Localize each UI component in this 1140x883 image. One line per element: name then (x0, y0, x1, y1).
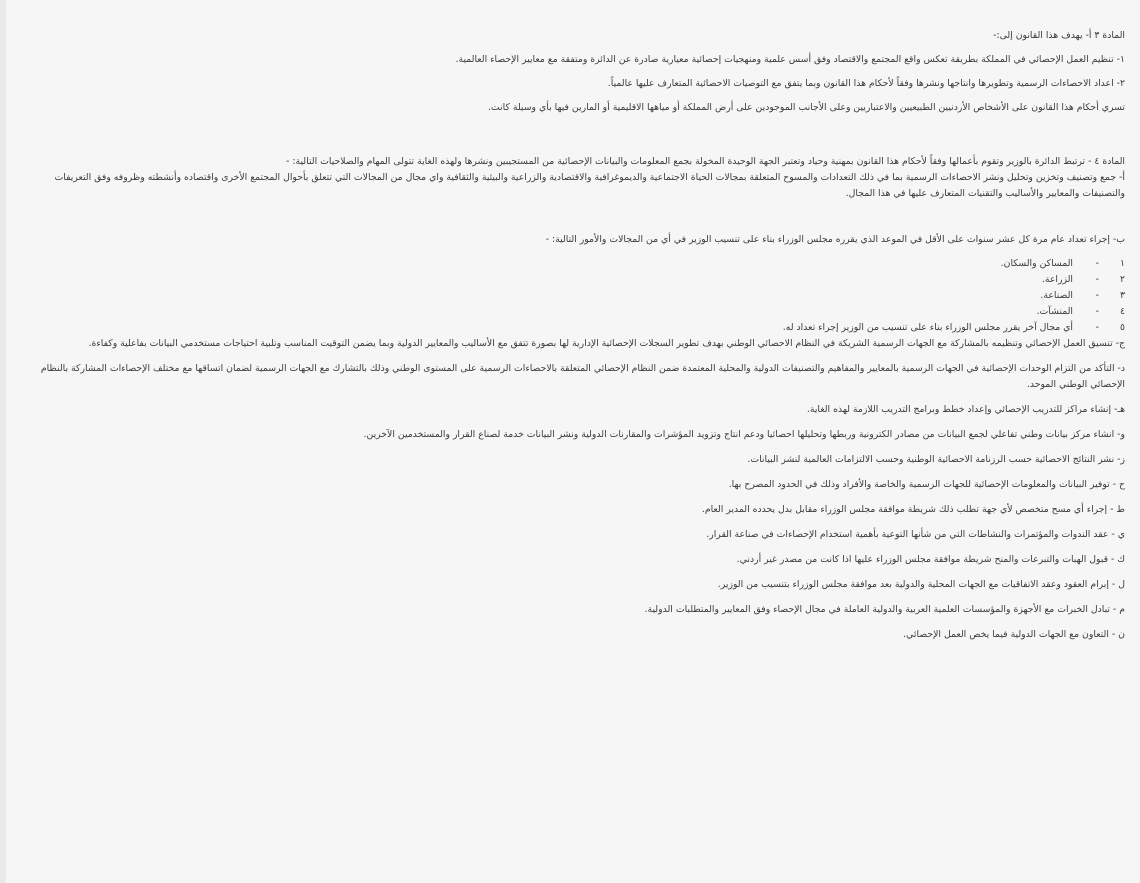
article-4-clause-j: ج- تنسيق العمل الإحصائي وتنظيمه بالمشاركة مع الجهات الرسمية الشريكة في النظام الاحصائي الوطني بهدف تطوير السجلات الإحصائية الإدارية لها بصورة تتفق مع الأساليب والمعايير الدولية وبما يضمن التوقيت المناسب وتلبية احتياجات مستخدمي البيانات بفاعلية وكفاءة. (88, 338, 1125, 349)
article-4-clause-a: أ- جمع وتصنيف وتخزين وتحليل ونشر الاحصاءات الرسمية بما في ذلك التعدادات والمسوح المتعلقة بمجالات الحياة الاجتماعية والديموغرافية والاقتصادية والزراعية والبيئية والثقافية واي مجال من المجالات التي تتعلق بأحوال المجتمع الأخرى واقتصاده وأنشطته وظروفه وفق التعريفات والتصنيفات والمعايير والأساليب والتقنيات المتعارف عليها في هذا المجال. (54, 172, 1125, 199)
census-item: ٥ - أي مجال آخر يقرر مجلس الوزراء بناء على تنسيب من الوزير إجراء تعداد له. (782, 322, 1125, 333)
article-4-clause-ta: ط - إجراء أي مسح متخصص لأي جهة تطلب ذلك شريطة موافقة مجلس الوزراء مقابل بدل يحدده المدير العام. (701, 504, 1125, 515)
census-item: ٢ - الزراعة. (1041, 274, 1125, 285)
article-3-item-2: ٢- اعداد الاحصاءات الرسمية وتطويرها وانتاجها ونشرها وفقاً لأحكام هذا القانون وبما يتفق مع التوصيات الاحصائية المتعارف عليها عالمياً. (607, 78, 1125, 89)
article-4-clause-la: ل - إبرام العقود وعقد الاتفاقيات مع الجهات المحلية والدولية بعد موافقة مجلس الوزراء بتنسيب من الوزير. (717, 579, 1125, 590)
article-4-clause-z: ز- نشر النتائج الاحصائية حسب الرزنامة الاحصائية الوطنية وحسب الالتزامات العالمية لنشر البيانات. (747, 454, 1125, 465)
census-item: ١ - المساكن والسكان. (1000, 258, 1125, 269)
article-4-clause-w: و- انشاء مركز بيانات وطني تفاعلي لجمع البيانات من مصادر الكترونية وربطها وتحليلها احصائيا ودعم انتاج وتزويد المؤشرات والمقارنات الدولية ونشر البيانات خدمة لصناع القرار والمستخدمين الآخرين. (363, 429, 1125, 440)
article-4-clause-h: هـ- إنشاء مراكز للتدريب الإحصائي وإعداد خطط وبرامج التدريب اللازمة لهذه الغاية. (806, 404, 1125, 415)
article-4-clause-ha: ح - توفير البيانات والمعلومات الإحصائية للجهات الرسمية والخاصة والأفراد وذلك في الحدود المصرح بها. (728, 479, 1125, 490)
census-item: ٤ - المنشآت. (1036, 306, 1125, 317)
article-3-item-1: ١- تنظيم العمل الإحصائي في المملكة بطريقة تعكس واقع المجتمع والاقتصاد وفق أسس علمية ومنهجيات إحصائية معيارية صادرة عن الدائرة ومتفقة مع معايير الإحصاء العالمية. (455, 54, 1125, 65)
article-4-clause-ya: ي - عقد الندوات والمؤتمرات والنشاطات التي من شأنها التوعية بأهمية استخدام الإحصاءات في صناعة القرار. (706, 529, 1125, 540)
census-item: ٣ - الصناعة. (1040, 290, 1125, 301)
article-4-clause-na: ن - التعاون مع الجهات الدولية فيما يخص العمل الإحصائي. (903, 629, 1125, 640)
article-4-clause-ma: م - تبادل الخبرات مع الأجهزة والمؤسسات العلمية العربية والدولية العاملة في مجال الإحصاء وفق المعايير والمتطلبات الدولية. (644, 604, 1125, 615)
article-3-scope: تسري أحكام هذا القانون على الأشخاص الأردنيين الطبيعيين والاعتباريين وعلى الأجانب الموجودين على أرض المملكة أو مياهها الاقليمية أو المارين فيها بأي وسيلة كانت. (487, 102, 1125, 113)
article-4-clause-d: د- التأكد من التزام الوحدات الإحصائية في الجهات الرسمية بالمعايير والمفاهيم والتصنيفات الدولية والمحلية المعتمدة ضمن النظام الإحصائي المتعلقة بالاحصاءات الرسمية على المستوى الوطني وذلك بالتشارك مع الجهات الرسمية لضمان اتساقها مع مختلف الإحصاءات المشاركة بالنظام الإحصائي الوطني الموحد. (40, 363, 1125, 390)
page-edge (0, 0, 6, 883)
article-4-clause-ka: ك - قبول الهبات والتبرعات والمنح شريطة موافقة مجلس الوزراء عليها اذا كانت من مصدر غير أردني. (736, 554, 1125, 565)
article-4-clause-b-intro: ب- إجراء تعداد عام مرة كل عشر سنوات على الأقل في الموعد الذي يقرره مجلس الوزراء بناء على تنسيب الوزير في أي من المجالات والأمور التالية: - (545, 234, 1125, 245)
article-3-heading: المادة ٣ أ- يهدف هذا القانون إلى:- (993, 30, 1125, 41)
article-4-heading: المادة ٤ - ترتبط الدائرة بالوزير وتقوم بأعمالها وفقاً لأحكام هذا القانون بمهنية وحياد وتعتبر الجهة الوحيدة المخولة بجمع المعلومات والبيانات الإحصائية من المستجيبين ونشرها ولهذه الغاية تتولى المهام والصلاحيات التالية: - (286, 156, 1125, 167)
